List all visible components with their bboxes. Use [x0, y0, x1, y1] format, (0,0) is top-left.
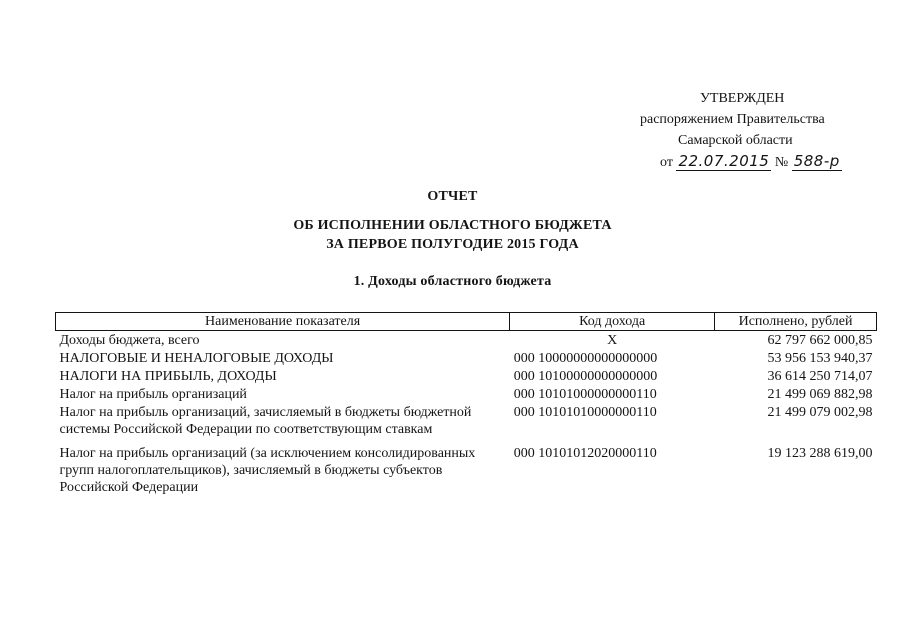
row-amount: 19 123 288 619,00 [767, 446, 873, 461]
table-header-row [56, 313, 877, 331]
column-header-name: Наименование показателя [56, 313, 510, 331]
row-amount: 21 499 079 002,98 [767, 405, 873, 420]
row-name: Налог на прибыль организаций (за исключением консолидированных групп налогоплательщиков), зачисляемый в бюджеты субъектов Российской Федерации [59, 446, 476, 495]
handwritten-number: 588-р [793, 152, 840, 170]
table-row [56, 385, 877, 403]
table-row [56, 331, 877, 350]
row-name: Налог на прибыль организаций, зачисляемый в бюджеты бюджетной системы Российской Федерации по соответствующим ставкам [59, 405, 472, 437]
row-name: НАЛОГОВЫЕ И НЕНАЛОГОВЫЕ ДОХОДЫ [59, 351, 334, 366]
row-amount: 53 956 153 940,37 [767, 351, 873, 366]
row-amount: 62 797 662 000,85 [767, 333, 873, 348]
column-header-code: Код дохода [510, 313, 715, 331]
row-amount: 21 499 069 882,98 [767, 387, 873, 402]
table-row [56, 367, 877, 385]
row-code: 000 10100000000000000 [513, 369, 658, 384]
approval-by: распоряжением Правительства [640, 112, 825, 127]
row-name: Налог на прибыль организаций [59, 387, 247, 402]
row-code: 000 10000000000000000 [513, 351, 658, 366]
row-name: НАЛОГИ НА ПРИБЫЛЬ, ДОХОДЫ [59, 369, 277, 384]
document-subtitle-line1: ОБ ИСПОЛНЕНИИ ОБЛАСТНОГО БЮДЖЕТА [293, 218, 612, 233]
row-code: 000 10101010000000110 [513, 405, 657, 420]
approval-title: УТВЕРЖДЕН [700, 91, 785, 106]
column-header-amount: Исполнено, рублей [715, 313, 877, 331]
row-code: 000 10101000000000110 [513, 387, 657, 402]
document-title: ОТЧЕТ [427, 189, 478, 204]
approval-region: Самарской области [678, 133, 793, 148]
number-prefix: № [774, 155, 789, 170]
table-row [56, 444, 877, 496]
approval-stamp [640, 88, 870, 173]
table-row [56, 403, 877, 444]
row-amount: 36 614 250 714,07 [767, 369, 873, 384]
row-name: Доходы бюджета, всего [59, 333, 200, 348]
income-table [55, 312, 877, 496]
section-title: 1. Доходы областного бюджета [353, 274, 552, 289]
date-prefix: от [660, 155, 673, 170]
handwritten-date: 22.07.2015 [678, 152, 770, 170]
approval-date-number [640, 151, 870, 173]
document-subtitle-line2: ЗА ПЕРВОЕ ПОЛУГОДИЕ 2015 ГОДА [326, 237, 579, 252]
row-code: 000 10101012020000110 [513, 446, 657, 461]
table-row [56, 349, 877, 367]
row-code: X [607, 333, 618, 348]
